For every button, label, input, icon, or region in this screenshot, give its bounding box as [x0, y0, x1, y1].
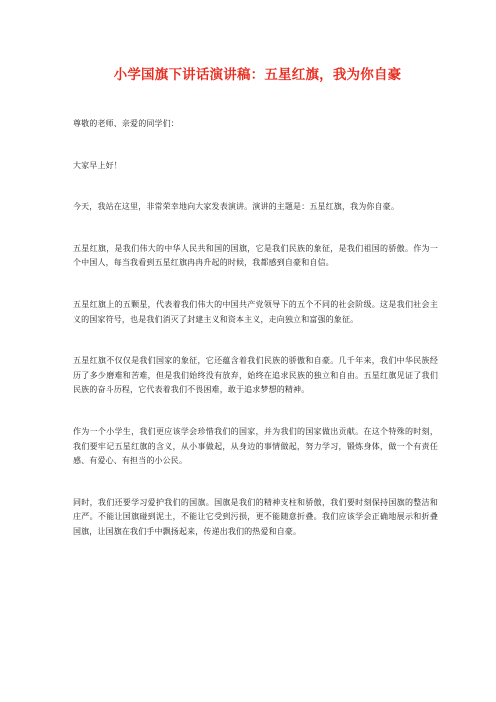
paragraph-national-pride: 五星红旗不仅仅是我们国家的象征，它还蕴含着我们民族的骄傲和自豪。几千年来，我们中华民族经历了多少磨难和苦难，但是我们始终没有放弃，始终在追求民族的独立和自由。五星红旗见证了我们民族的奋斗历程，它代表着我们不畏困难，敢于追求梦想的精神。 [73, 356, 438, 395]
paragraph-care-for-flag: 同时，我们还要学习爱护我们的国旗。国旗是我们的精神支柱和骄傲，我们要时刻保持国旗的整洁和庄严。不能让国旗碰到泥土，不能让它受到污损，更不能随意折叠。我们应该学会正确地展示和折叠国旗，让国旗在我们手中飘扬起来，传递出我们的热爱和自豪。 [73, 497, 438, 536]
document-body [73, 117, 438, 540]
document-title: 小学国旗下讲话演讲稿：五星红旗，我为你自豪 [113, 67, 402, 83]
paragraph-greeting: 大家早上好！ [73, 160, 122, 170]
paragraph-salutation: 尊敬的老师、亲爱的同学们： [73, 119, 179, 128]
paragraph-student-duty: 作为一个小学生，我们更应该学会珍惜我们的国家，并为我们的国家做出贡献。在这个特殊的时刻，我们要牢记五星红旗的含义，从小事做起，从身边的事情做起，努力学习，锻炼身体，做一个有责任感、有爱心、有担当的小公民。 [73, 426, 438, 466]
paragraph-five-stars: 五星红旗上的五颗星，代表着我们伟大的中国共产党领导下的五个不同的社会阶级。这是我们社会主义的国家符号，也是我们消灭了封建主义和资本主义，走向独立和富强的象征。 [73, 299, 438, 324]
paragraph-flag-meaning: 五星红旗，是我们伟大的中华人民共和国的国旗，它是我们民族的象征，是我们祖国的骄傲。作为一个中国人，每当我看到五星红旗冉冉升起的时候，我都感到自豪和自信。 [73, 243, 438, 268]
paragraph-intro: 今天，我站在这里，非常荣幸地向大家发表演讲。演讲的主题是：五星红旗，我为你自豪。 [73, 202, 399, 212]
